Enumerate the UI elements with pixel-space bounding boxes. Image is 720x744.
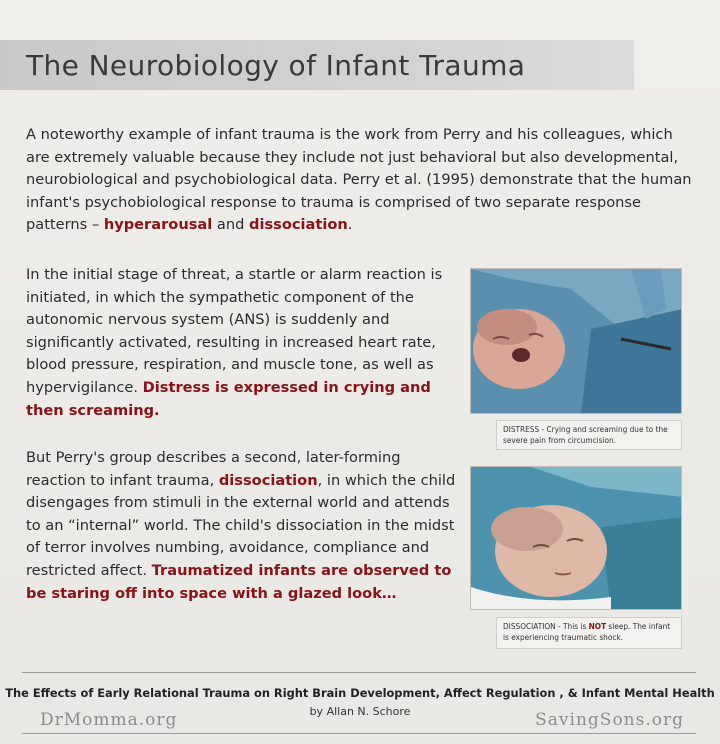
dissociation-caption-not: NOT xyxy=(588,621,607,631)
site-link-savingsons[interactable]: SavingSons.org xyxy=(535,710,684,730)
crying-infant-photo xyxy=(470,268,682,414)
dissociation-caption-pre: DISSOCIATION - This is xyxy=(503,621,589,631)
dissociated-infant-illustration xyxy=(471,467,682,610)
dissociated-infant-photo xyxy=(470,466,682,610)
term-dissociation-2: dissociation xyxy=(218,471,318,489)
book-author: by Allan N. Schore xyxy=(309,705,411,718)
footer-rule-top xyxy=(22,672,696,673)
dissociation-caption-post: sleep. The infant is experiencing traumatic shock. xyxy=(503,621,671,642)
distress-highlight: Distress is expressed in crying and then screaming. xyxy=(26,378,431,419)
intro-paragraph xyxy=(26,124,694,237)
hyperarousal-text: In the initial stage of threat, a startle or alarm reaction is initiated, in which the sympathetic component of the autonomic nervous system (ANS) is suddenly and significantly activated, resulting in increased heart rate, blood pressure, respiration, and muscle tone, as well as hypervigilance. xyxy=(26,266,443,396)
dissociation-text-2: , in which the child disengages from stimuli in the external world and attends to an “internal” world. The child's dissociation in the midst of terror involves numbing, avoidance, compliance and restricted affect. xyxy=(26,471,456,579)
dissociation-caption xyxy=(496,617,682,649)
distress-caption: DISTRESS - Crying and screaming due to the severe pain from circumcision. xyxy=(496,420,682,450)
glazed-look-highlight: Traumatized infants are observed to be staring off into space with a glazed look… xyxy=(26,561,452,602)
hyperarousal-paragraph xyxy=(26,264,446,422)
intro-end: . xyxy=(347,216,353,233)
page-title: The Neurobiology of Infant Trauma xyxy=(26,48,526,82)
dissociation-text-1: But Perry's group describes a second, later-forming reaction to infant trauma, xyxy=(26,449,401,489)
term-hyperarousal: hyperarousal xyxy=(103,216,213,233)
site-link-drmomma[interactable]: DrMomma.org xyxy=(40,710,178,730)
title-band xyxy=(0,40,634,90)
term-dissociation: dissociation xyxy=(249,216,348,233)
intro-and: and xyxy=(212,216,249,233)
footer-rule-bottom xyxy=(22,733,696,734)
book-title: The Effects of Early Relational Trauma on Right Brain Development, Affect Regulation , & Infant Mental Health xyxy=(5,686,715,700)
crying-infant-illustration xyxy=(471,269,682,414)
dissociation-paragraph xyxy=(26,447,456,605)
intro-text: A noteworthy example of infant trauma is the work from Perry and his colleagues, which are extremely valuable because they include not just behavioral but also developmental, neurobiological and psychobiological data. Perry et al. (1995) demonstrate that the human infant's psychobiological response to trauma is comprised of two separate response patterns – xyxy=(26,126,692,233)
